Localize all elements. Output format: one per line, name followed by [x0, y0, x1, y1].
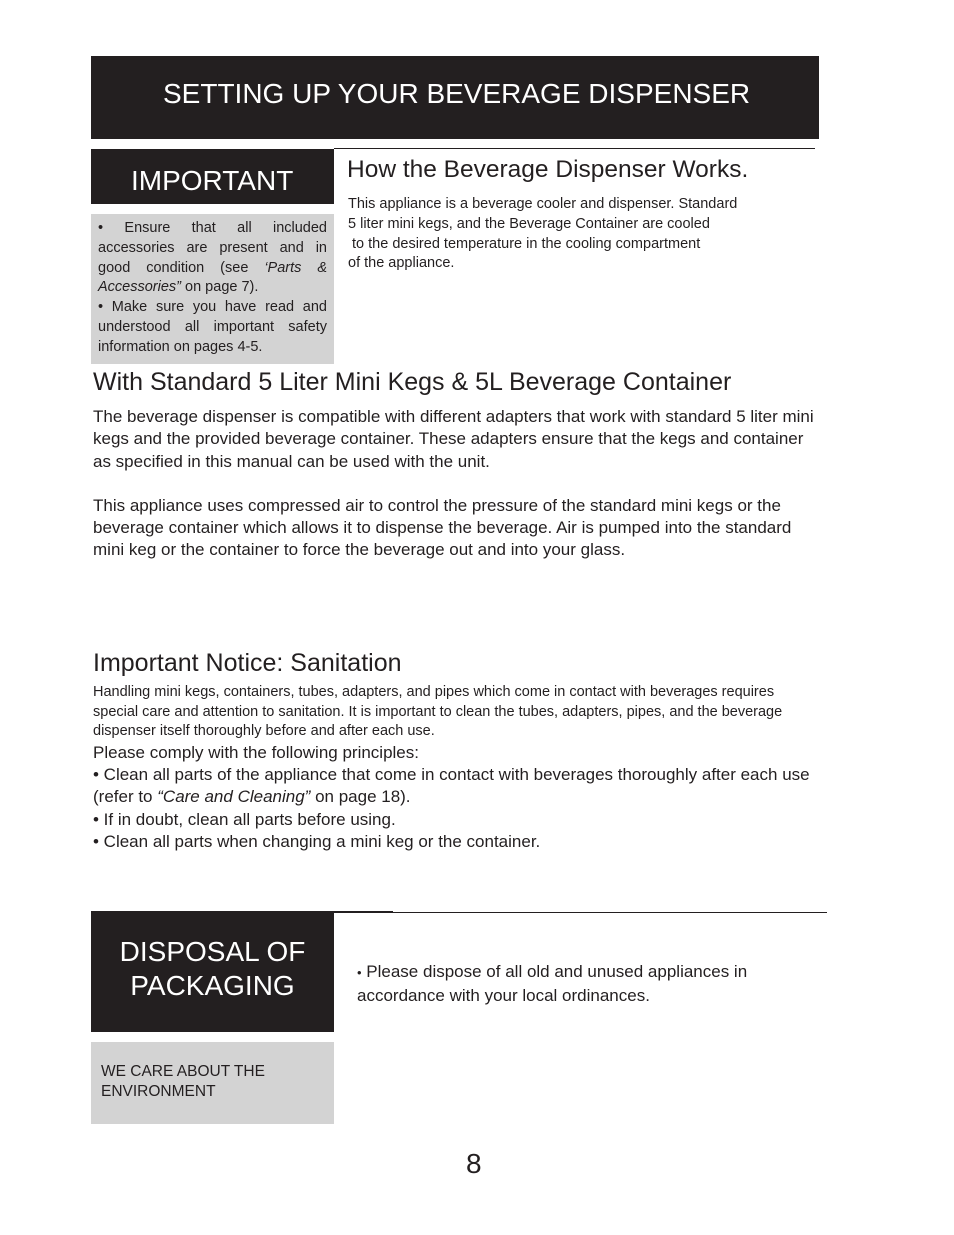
how-it-works-text	[348, 195, 737, 274]
section-title-bar	[91, 56, 819, 139]
standard-kegs-heading: With Standard 5 Liter Mini Kegs & 5L Beverage Container	[93, 368, 732, 396]
how-it-works-heading: How the Beverage Dispenser Works.	[347, 156, 749, 183]
sanitation-item-text: on page 18).	[310, 787, 411, 807]
how-it-works-line: This appliance is a beverage cooler and dispenser. Standard	[348, 196, 738, 212]
page-number: 8	[466, 1148, 482, 1179]
sanitation-item: • If in doubt, clean all parts before using.	[93, 809, 396, 829]
standard-kegs-body	[93, 406, 819, 584]
disposal-text	[357, 961, 817, 1007]
important-notes-box	[91, 214, 334, 364]
sanitation-comply-text: Please comply with the following principles:	[93, 743, 419, 762]
environment-label: WE CARE ABOUT THE ENVIRONMENT	[101, 1063, 265, 1100]
environment-box	[91, 1042, 334, 1124]
important-label-box	[91, 149, 334, 204]
how-it-works-line: of the appliance.	[348, 255, 455, 272]
how-it-works-line: to the desired temperature in the cooling compartment	[348, 235, 701, 252]
sanitation-item	[93, 764, 823, 808]
note-text: • Ensure that all included accessories are present and in good condition (see	[98, 220, 327, 276]
important-note-safety: • Make sure you have read and understood all important safety information on pages 4-5.	[98, 299, 327, 355]
note-text: on page 7).	[181, 279, 259, 296]
section-divider	[334, 148, 815, 149]
important-label: IMPORTANT	[131, 165, 294, 196]
sanitation-item: • Clean all parts when changing a mini keg or the container.	[93, 831, 541, 851]
sanitation-principles	[93, 742, 823, 853]
sanitation-heading: Important Notice: Sanitation	[93, 649, 402, 677]
disposal-label: DISPOSAL OF PACKAGING	[119, 936, 306, 1001]
page-title: SETTING UP YOUR BEVERAGE DISPENSER	[163, 78, 751, 109]
section-divider	[334, 912, 827, 913]
care-cleaning-reference: “Care and Cleaning”	[157, 787, 311, 807]
bullet: •	[357, 965, 362, 980]
sanitation-intro: Handling mini kegs, containers, tubes, adapters, and pipes which come in contact with beverages requires special care and attention to sanitation. It is important to clean the tubes, adapters, pipes, and the beverage dispenser itself thoroughly before and after each use.	[93, 684, 783, 739]
important-notes	[98, 219, 327, 358]
disposal-instruction: Please dispose of all old and unused appliances in accordance with your local ordinances.	[357, 962, 748, 1005]
disposal-label-box	[91, 913, 334, 1032]
how-it-works-line: 5 liter mini kegs, and the Beverage Container are cooled	[348, 215, 710, 232]
parts-accessories-reference: ‘Parts & Accessories”	[98, 259, 328, 296]
sanitation-item-text: • Clean all parts of the appliance that come in contact with beverages thoroughly after each use (refer to	[93, 765, 810, 807]
standard-kegs-paragraph: The beverage dispenser is compatible with different adapters that work with standard 5 liter mini kegs and the provided beverage container. These adapters ensure that the kegs and container as specified in this manual can be used with the unit.	[93, 407, 814, 471]
standard-kegs-paragraph: This appliance uses compressed air to control the pressure of the standard mini kegs or the beverage container which allows it to dispense the beverage. Air is pumped into the standard mini keg or the container to force the beverage out and into your glass.	[93, 495, 792, 560]
important-note-accessories	[98, 219, 327, 298]
